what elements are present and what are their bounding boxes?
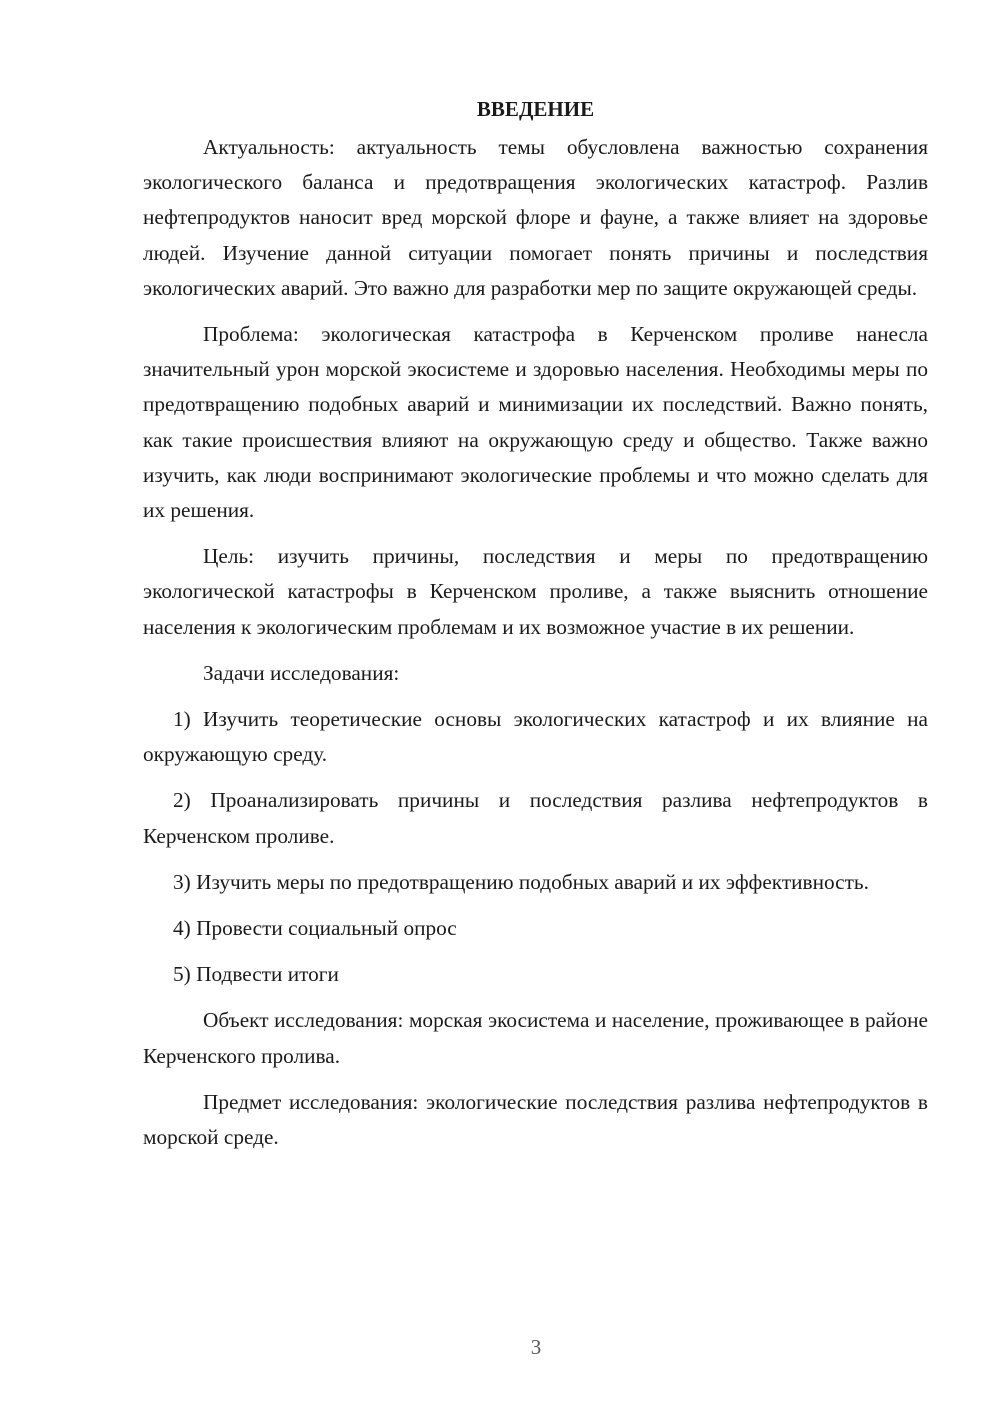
list-item: 3) Изучить меры по предотвращению подобных аварий и их эффективность.	[173, 869, 869, 894]
tasks-heading: Задачи исследования:	[203, 660, 400, 685]
paragraph-goal: Цель: изучить причины, последствия и меры по предотвращению экологической катастрофы в Керченском проливе, а также выяснить отношение населения к экологическим проблемам и их возможное участие в их решении.	[143, 544, 928, 639]
list-item: 5) Подвести итоги	[173, 962, 339, 987]
paragraph-object: Объект исследования: морская экосистема и население, проживающее в районе Керченского пролива.	[143, 1008, 928, 1068]
paragraph-subject: Предмет исследования: экологические последствия разлива нефтепродуктов в морской среде.	[143, 1089, 928, 1150]
document-page	[143, 92, 928, 1166]
paragraph-problem: Проблема: экологическая катастрофа в Керченском проливе нанесла значительный урон морской экосистеме и здоровью населения. Необходимы меры по предотвращению подобных аварий и минимизации их последствий. Важно понять, как такие происшествия влияют на окружающую среду и общество. Также важно изучить, как люди воспринимают экологические проблемы и что можно сделать для их решения.	[143, 322, 928, 523]
page-number: 3	[530, 1335, 542, 1359]
paragraph-relevance: Актуальность: актуальность темы обусловлена важностью сохранения экологического баланса и предотвращения экологических катастроф. Разлив нефтепродуктов наносит вред морской флоре и фауне, а также влияет на здоровье людей. Изучение данной ситуации помогает понять причины и последствия экологических аварий. Это важно для разработки мер по защите окружающей среды.	[143, 135, 928, 300]
page-title: ВВЕДЕНИЕ	[476, 97, 595, 121]
list-item: 2) Проанализировать причины и последствия разлива нефтепродуктов в Керченском проливе.	[143, 788, 928, 848]
list-item: 4) Провести социальный опрос	[173, 916, 457, 941]
list-item: 1) Изучить теоретические основы экологических катастроф и их влияние на окружающую среду.	[143, 707, 928, 767]
tasks-list	[143, 702, 928, 992]
